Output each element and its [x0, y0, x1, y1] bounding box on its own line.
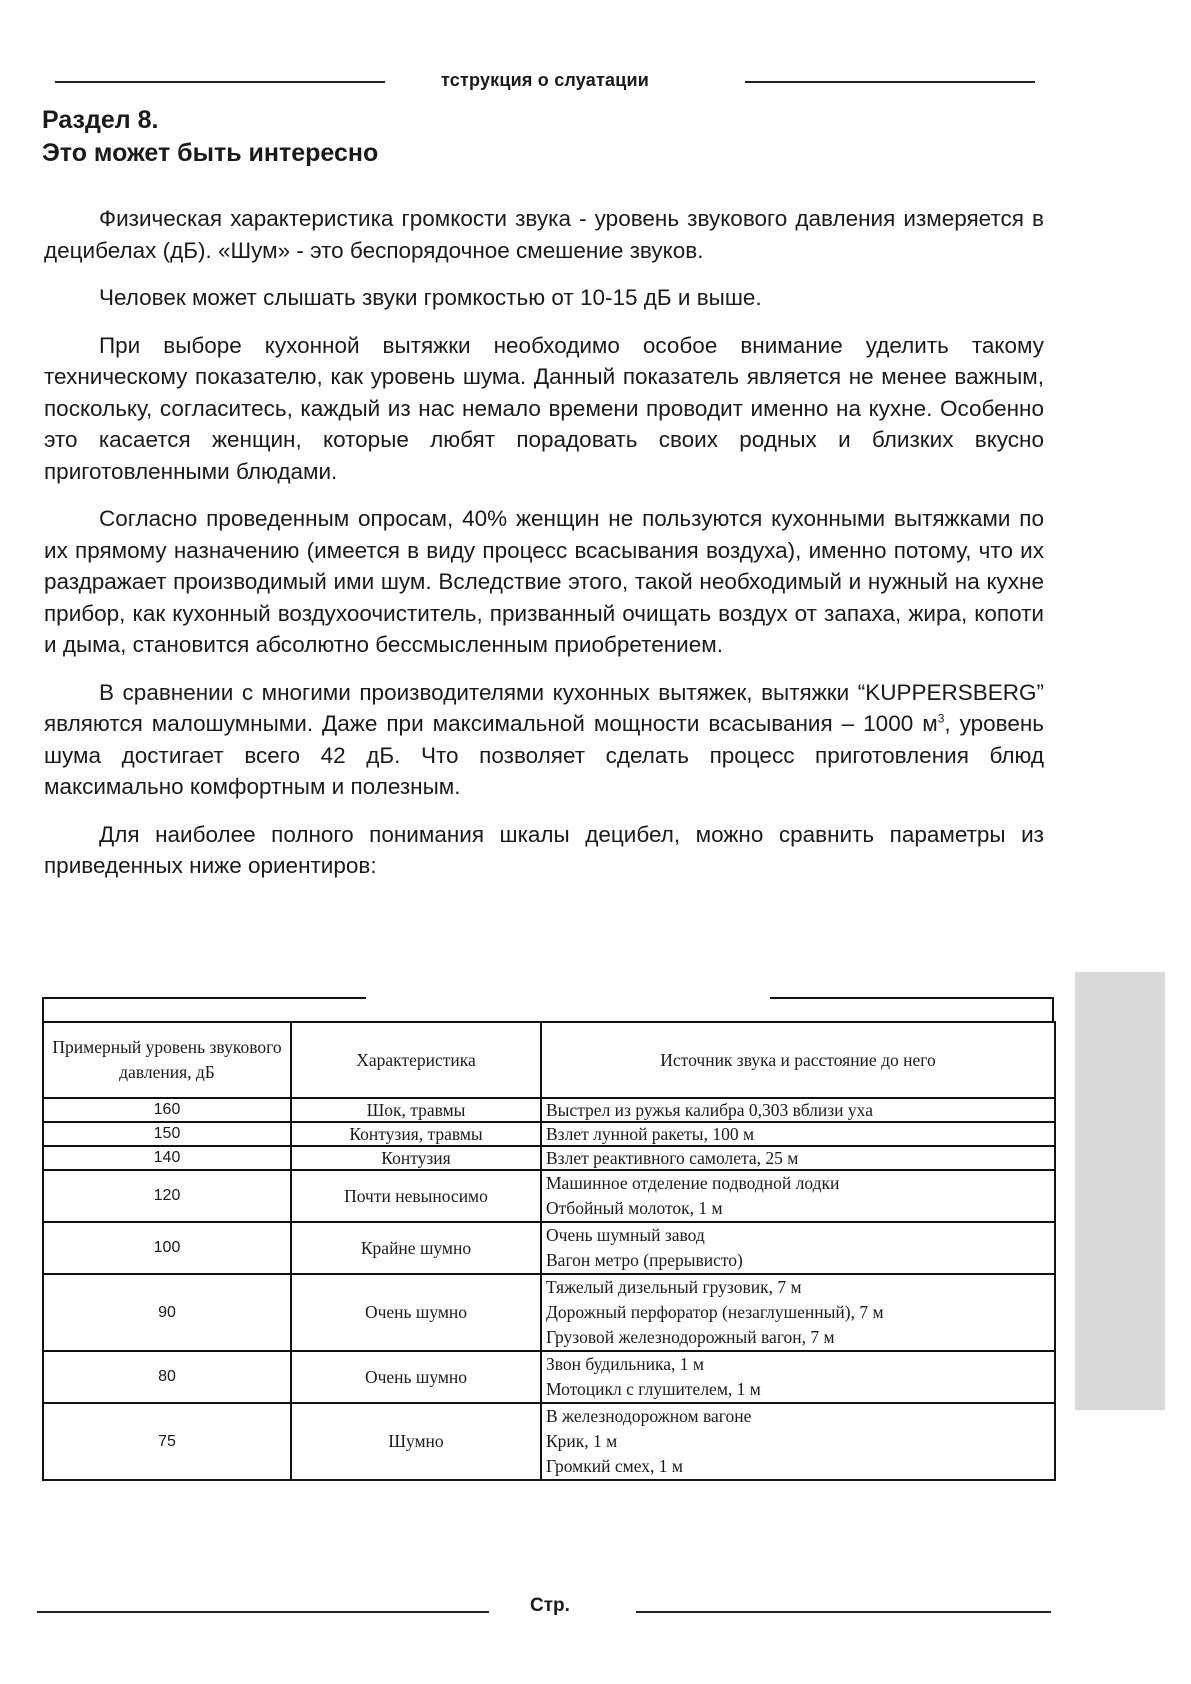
cell-level: 150	[43, 1122, 291, 1146]
source-line: Отбойный молоток, 1 м	[546, 1198, 723, 1218]
side-tab	[1075, 972, 1165, 1410]
cell-characteristic: Шок, травмы	[291, 1098, 541, 1122]
cell-level: 160	[43, 1098, 291, 1122]
header-characteristic: Характеристика	[291, 1022, 541, 1098]
source-line: Дорожный перфоратор (незаглушенный), 7 м	[546, 1302, 884, 1322]
table-body	[43, 1098, 1055, 1480]
header-level: Примерный уровень звукового давления, дБ	[43, 1022, 291, 1098]
source-line: Мотоцикл с глушителем, 1 м	[546, 1379, 761, 1399]
table-top-band	[42, 997, 1054, 1021]
source-line: Выстрел из ружья калибра 0,303 вблизи уха	[546, 1100, 873, 1120]
table-header-row	[43, 1022, 1055, 1098]
cell-characteristic: Очень шумно	[291, 1351, 541, 1403]
paragraph-3: При выборе кухонной вытяжки необходимо особое внимание уделить такому техническому показателю, как уровень шума. Данный показатель является не менее важным, поскольку, согласитесь, каждый из нас немало времени проводит именно на кухне. Особенно это касается женщин, которые любят порадовать своих родных и близких вкусно приготовленными блюдами.	[44, 332, 1044, 484]
paragraph-6: Для наиболее полного понимания шкалы децибел, можно сравнить параметры из приведенных ниже ориентиров:	[44, 821, 1044, 878]
body-text	[44, 203, 1044, 882]
paragraph-5	[44, 677, 1044, 803]
source-line: Звон будильника, 1 м	[546, 1354, 704, 1374]
cell-characteristic: Крайне шумно	[291, 1222, 541, 1274]
page-label: Стр.	[530, 1595, 570, 1616]
source-line: Очень шумный завод	[546, 1225, 705, 1245]
cell-source	[541, 1170, 1055, 1222]
cell-level: 100	[43, 1222, 291, 1274]
cell-characteristic: Шумно	[291, 1403, 541, 1480]
paragraph-5-part-1: В сравнении с многими производителями кухонных вытяжек, вытяжки “KUPPERSBERG” являются малошумными. Даже при максимальной мощности всасывания – 1000 м	[44, 679, 1044, 736]
cell-source	[541, 1274, 1055, 1351]
section-number: Раздел 8.	[42, 106, 159, 134]
cell-source	[541, 1351, 1055, 1403]
table-row	[43, 1222, 1055, 1274]
cell-level: 90	[43, 1274, 291, 1351]
cubic-superscript: 3	[937, 711, 945, 726]
table-row	[43, 1098, 1055, 1122]
cell-source	[541, 1403, 1055, 1480]
paragraph-2: Человек может слышать звуки громкостью от 10-15 дБ и выше.	[99, 285, 762, 310]
footer-rule-right	[636, 1611, 1051, 1613]
table-row	[43, 1403, 1055, 1480]
cell-source	[541, 1146, 1055, 1170]
source-line: Грузовой железнодорожный вагон, 7 м	[546, 1327, 835, 1347]
source-line: Вагон метро (прерывисто)	[546, 1250, 743, 1270]
cell-source	[541, 1098, 1055, 1122]
header-rule-left	[55, 81, 385, 83]
section-heading: Это может быть интересно	[42, 139, 379, 167]
source-line: В железнодорожном вагоне	[546, 1406, 752, 1426]
noise-level-table	[42, 1021, 1056, 1481]
header-source: Источник звука и расстояние до него	[541, 1022, 1055, 1098]
table-row	[43, 1170, 1055, 1222]
table-row	[43, 1274, 1055, 1351]
paragraph-5-part-2: , уровень шума достигает всего 42 дБ. Что позволяет сделать процесс приготовления блюд максимально комфортным и полезным.	[44, 711, 1045, 799]
source-line: Громкий смех, 1 м	[546, 1456, 683, 1476]
paragraph-1: Физическая характеристика громкости звука - уровень звукового давления измеряется в децибелах (дБ). «Шум» - это беспорядочное смешение звуков.	[44, 206, 1044, 263]
source-line: Взлет лунной ракеты, 100 м	[546, 1124, 755, 1144]
cell-characteristic: Почти невыносимо	[291, 1170, 541, 1222]
header-title: тструкция о слуатации	[440, 70, 650, 90]
source-line: Взлет реактивного самолета, 25 м	[546, 1148, 799, 1168]
footer-rule-left	[37, 1611, 489, 1613]
cell-level: 140	[43, 1146, 291, 1170]
cell-characteristic: Контузия, травмы	[291, 1122, 541, 1146]
source-line: Крик, 1 м	[546, 1431, 618, 1451]
source-line: Машинное отделение подводной лодки	[546, 1173, 840, 1193]
cell-level: 75	[43, 1403, 291, 1480]
section-title	[42, 104, 378, 170]
cell-source	[541, 1122, 1055, 1146]
cell-level: 80	[43, 1351, 291, 1403]
paragraph-4: Согласно проведенным опросам, 40% женщин не пользуются кухонными вытяжками по их прямому назначению (имеется в виду процесс всасывания воздуха), именно потому, что их раздражает производимый ими шум. Вследствие этого, такой необходимый и нужный на кухне прибор, как кухонный воздухоочиститель, призванный очищать воздух от запаха, жира, копоти и дыма, становится абсолютно бессмысленным приобретением.	[44, 506, 1044, 657]
cell-source	[541, 1222, 1055, 1274]
cell-characteristic: Очень шумно	[291, 1274, 541, 1351]
noise-table	[42, 997, 1054, 1481]
table-row	[43, 1351, 1055, 1403]
source-line: Тяжелый дизельный грузовик, 7 м	[546, 1277, 802, 1297]
cell-level: 120	[43, 1170, 291, 1222]
table-row	[43, 1146, 1055, 1170]
cell-characteristic: Контузия	[291, 1146, 541, 1170]
header-rule-right	[745, 81, 1035, 83]
table-row	[43, 1122, 1055, 1146]
